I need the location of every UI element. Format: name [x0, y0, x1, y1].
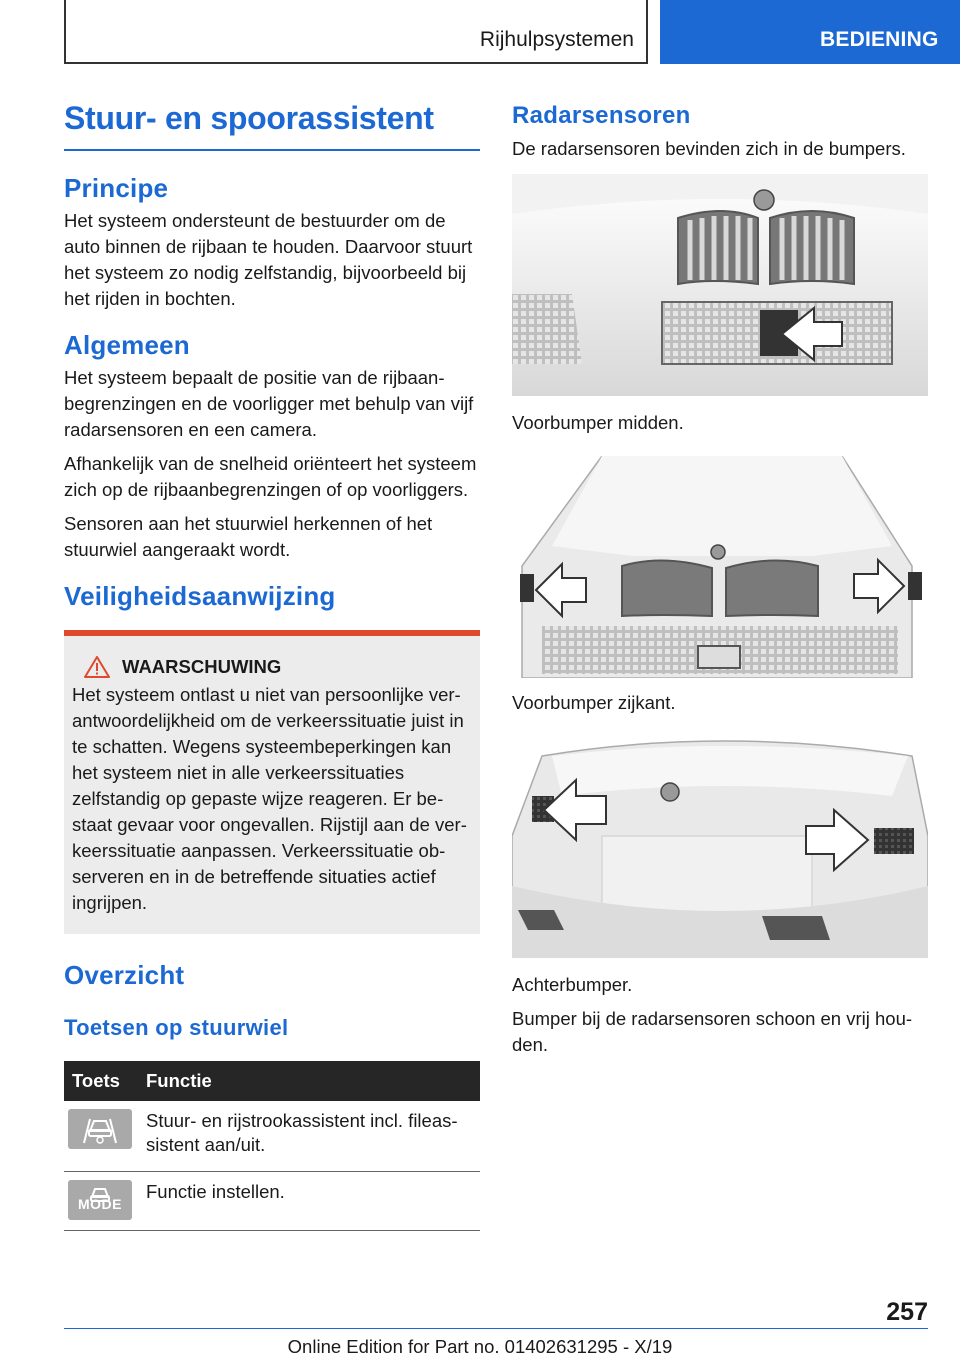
- header-chapter-tab: BEDIENING: [660, 0, 960, 64]
- warning-text: Het systeem ontlast u niet van persoonlijke verantwoordelijkheid om de verkeerssituatie juist in te schatten. Wegens systeembeperkingen kan het systeem niet in alle verkeerssituaties zelfstandig op gepaste wijze reageren. Er bestaat gevaar voor ongevallen. Rijstijl aan de verkeerssituatie aanpassen. Verkeerssituatie observeren en in de betreffende situaties actief ingrijpen.: [72, 684, 467, 913]
- caption-front-side: Voorbumper zijkant.: [512, 692, 676, 713]
- rear-bumper-image: [512, 736, 928, 958]
- right-column: [512, 100, 928, 1058]
- caption-rear: Achterbumper.: [512, 974, 633, 995]
- keys-table: [64, 1061, 480, 1231]
- principe-text: Het systeem ondersteunt de bestuurder om de auto binnen de rijbaan te houden. Daarvoor stuurt het systeem zo nodig zelfstandig, bijvoorbeeld bij het rijden in bochten.: [64, 210, 473, 309]
- algemeen-paragraph-2: Afhankelijk van de snelheid oriënteert het systeem zich op de rijbaanbegrenzingen of op voorliggers.: [64, 453, 477, 500]
- page-number: 257: [886, 1298, 928, 1326]
- page-title: Stuur- en spoorassistent: [64, 100, 480, 151]
- principe-heading: Principe: [64, 173, 169, 203]
- front-bumper-center-image: [512, 174, 928, 396]
- key-cell: [64, 1101, 138, 1172]
- lane-assist-icon: [68, 1109, 132, 1149]
- left-column: [64, 100, 480, 1231]
- function-cell: Functie instellen.: [138, 1172, 480, 1231]
- key-cell: [64, 1172, 138, 1231]
- overzicht-heading: Overzicht: [64, 960, 185, 990]
- warning-box: [64, 630, 480, 934]
- algemeen-paragraph-3: Sensoren aan het stuurwiel herkennen of het stuurwiel aangeraakt wordt.: [64, 513, 433, 560]
- lane-assist-button: [68, 1109, 132, 1149]
- mode-button: [68, 1180, 132, 1220]
- keys-table-header: [64, 1061, 480, 1101]
- toetsen-heading: Toetsen op stuurwiel: [64, 1015, 289, 1040]
- warning-title: WAARSCHUWING: [122, 656, 282, 677]
- footer-divider: [64, 1328, 928, 1329]
- header-section-box: [64, 0, 648, 64]
- front-bumper-side-image: [512, 456, 928, 678]
- table-row: [64, 1172, 480, 1231]
- caption-front-center: Voorbumper midden.: [512, 412, 684, 433]
- radarsensoren-intro: De radarsensoren bevinden zich in de bumpers.: [512, 138, 906, 159]
- mode-key-label: MODE: [78, 1196, 122, 1212]
- function-cell: Stuur- en rijstrookassistent incl. fileassistent aan/uit.: [138, 1101, 480, 1172]
- table-row: [64, 1101, 480, 1172]
- column-header-toets: Toets: [64, 1061, 138, 1101]
- warning-title-row: [72, 656, 472, 678]
- closing-text: Bumper bij de radarsensoren schoon en vrij houden.: [512, 1008, 913, 1055]
- algemeen-heading: Algemeen: [64, 330, 190, 360]
- radarsensoren-heading: Radarsensoren: [512, 102, 691, 129]
- footer-edition: Online Edition for Part no. 01402631295 - X/19: [287, 1336, 673, 1357]
- algemeen-paragraph-1: Het systeem bepaalt de positie van de rijbaanbegrenzingen en de voorligger met behulp van vijf radarsensoren en een camera.: [64, 367, 474, 440]
- column-header-functie: Functie: [138, 1061, 480, 1101]
- warning-triangle-icon: [84, 656, 110, 678]
- header-section-title: Rijhulpsystemen: [479, 28, 634, 51]
- veiligheid-heading: Veiligheidsaanwijzing: [64, 581, 336, 611]
